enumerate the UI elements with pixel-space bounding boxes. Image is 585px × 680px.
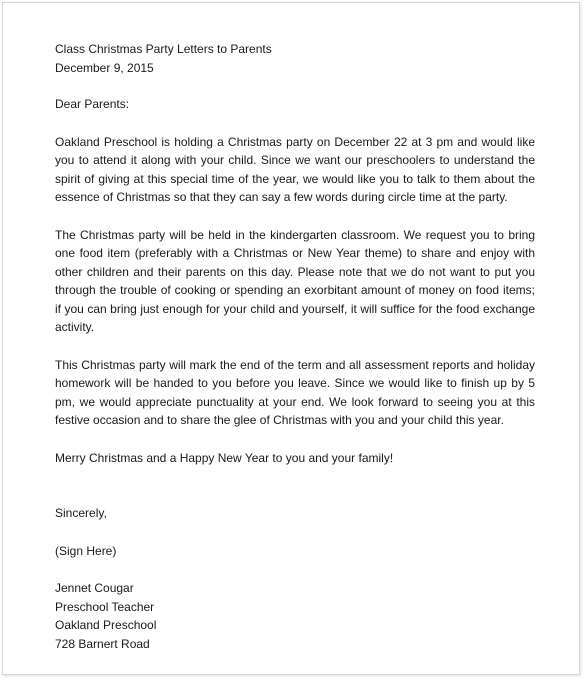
- document-page: [2, 2, 580, 675]
- paragraph-term-end: This Christmas party will mark the end of the term and all assessment reports and holiday homework will be handed to you before you leave. Since we would like to finish up by 5 pm, we would appreciate punctuality at your end. We look forward to seeing you at this festive occasion and to share the glee of Christmas with you and your child this year.: [55, 357, 535, 427]
- sign-here-placeholder: (Sign Here): [55, 543, 117, 558]
- signer-organization: Oakland Preschool: [55, 618, 157, 632]
- letter-title: Class Christmas Party Letters to Parents: [55, 42, 272, 56]
- paragraph-invitation: Oakland Preschool is holding a Christmas party on December 22 at 3 pm and would like you to attend it along with your child. Since we want our preschoolers to understand the spirit of giving at this special time of the year, we would like you to talk to them about the essence of Christmas so that they can say a few words during circle time at the party.: [55, 134, 535, 204]
- paragraph-greeting: Merry Christmas and a Happy New Year to you and your family!: [55, 450, 394, 465]
- closing: Sincerely,: [55, 506, 107, 520]
- signer-role: Preschool Teacher: [55, 599, 155, 614]
- signer-name: Jennet Cougar: [55, 581, 134, 595]
- letter-date: December 9, 2015: [55, 60, 154, 75]
- salutation: Dear Parents:: [55, 97, 130, 111]
- letter-body: [55, 40, 535, 653]
- paragraph-food-items: The Christmas party will be held in the kindergarten classroom. We request you to bring one food item (preferably with a Christmas or New Year theme) to share and enjoy with other children and their parents on this day. Please note that we do not want to put you through the trouble of cooking or spending an exorbitant amount of money on food items; if you can bring just enough for your child and yourself, it will suffice for the food exchange activity.: [55, 227, 535, 334]
- signer-address: 728 Barnert Road: [55, 636, 150, 651]
